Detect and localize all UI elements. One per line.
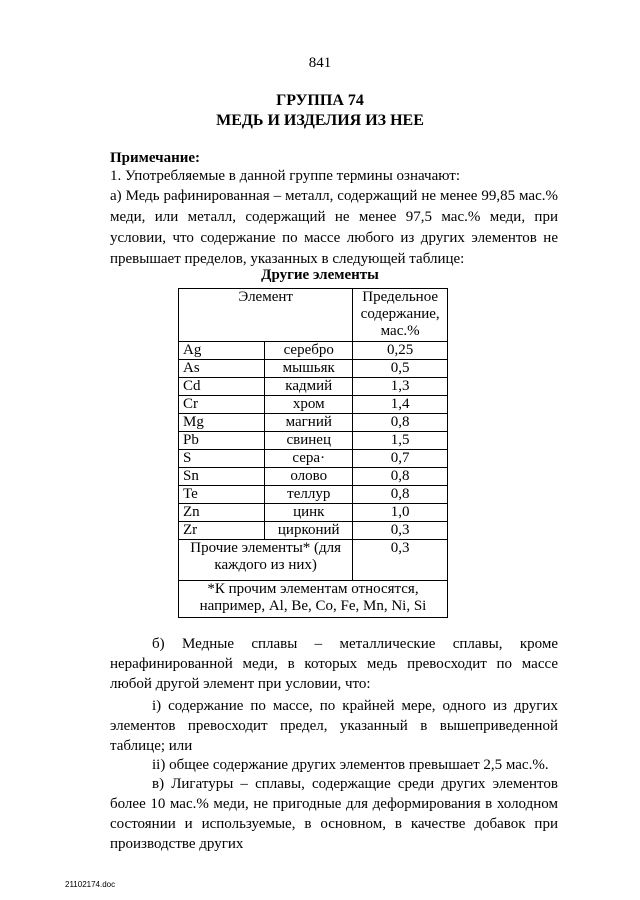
element-name: свинец bbox=[265, 432, 353, 450]
note-title: Примечание: bbox=[110, 150, 201, 166]
table-caption: Другие элементы bbox=[261, 267, 379, 283]
table-row bbox=[179, 450, 448, 468]
element-limit: 1,4 bbox=[353, 396, 448, 414]
table-row bbox=[179, 522, 448, 540]
group-title: ГРУППА 74 bbox=[276, 92, 364, 109]
table-footnote-row bbox=[179, 581, 448, 618]
table-row bbox=[179, 342, 448, 360]
element-limit: 1,5 bbox=[353, 432, 448, 450]
element-name: кадмий bbox=[265, 378, 353, 396]
table-row bbox=[179, 360, 448, 378]
page-number: 841 bbox=[308, 55, 332, 71]
paragraph-i: i) содержание по массе, по крайней мере, одного из других элементов превосходит предел, указанный в вышеприведенной таблице; или bbox=[110, 698, 558, 754]
element-limit: 0,25 bbox=[353, 342, 448, 360]
table-row bbox=[179, 432, 448, 450]
element-symbol: Cr bbox=[179, 396, 265, 414]
element-name: цинк bbox=[265, 504, 353, 522]
header-limit: Предельное содержание, мас.% bbox=[353, 289, 448, 342]
element-symbol: S bbox=[179, 450, 265, 468]
paragraph-b: б) Медные сплавы – металлические сплавы, кроме нерафинированной меди, в которых медь превосходит по массе любой другой элемент при условии, что: bbox=[110, 636, 558, 692]
element-limit: 0,8 bbox=[353, 468, 448, 486]
element-name: олово bbox=[265, 468, 353, 486]
table-row bbox=[179, 378, 448, 396]
element-name: сера· bbox=[265, 450, 353, 468]
element-symbol: Te bbox=[179, 486, 265, 504]
element-symbol: Zr bbox=[179, 522, 265, 540]
table-row-other bbox=[179, 540, 448, 581]
element-name: мышьяк bbox=[265, 360, 353, 378]
element-limit: 1,3 bbox=[353, 378, 448, 396]
element-limit: 0,7 bbox=[353, 450, 448, 468]
element-name: магний bbox=[265, 414, 353, 432]
paragraph-ii: ii) общее содержание других элементов превышает 2,5 мас.%. bbox=[152, 757, 549, 773]
element-limit: 0,8 bbox=[353, 414, 448, 432]
table-row bbox=[179, 414, 448, 432]
element-limit: 0,5 bbox=[353, 360, 448, 378]
element-name: цирконий bbox=[265, 522, 353, 540]
table-footnote: *К прочим элементам относятся, например, Al, Be, Co, Fe, Mn, Ni, Si bbox=[179, 581, 448, 618]
table-row bbox=[179, 486, 448, 504]
element-name: теллур bbox=[265, 486, 353, 504]
element-symbol: Sn bbox=[179, 468, 265, 486]
group-subtitle: МЕДЬ И ИЗДЕЛИЯ ИЗ НЕЕ bbox=[216, 112, 424, 129]
table-row bbox=[179, 396, 448, 414]
paragraph-v: в) Лигатуры – сплавы, содержащие среди других элементов более 10 мас.% меди, не пригодные для деформирования в холодном состоянии и используемые, в основном, в качестве добавок при производстве других bbox=[110, 776, 558, 852]
element-symbol: As bbox=[179, 360, 265, 378]
element-name: серебро bbox=[265, 342, 353, 360]
other-elements-label: Прочие элементы* (для каждого из них) bbox=[179, 540, 353, 581]
element-name: хром bbox=[265, 396, 353, 414]
element-symbol: Cd bbox=[179, 378, 265, 396]
table-row bbox=[179, 468, 448, 486]
table-header-row bbox=[179, 289, 448, 342]
element-limit: 0,8 bbox=[353, 486, 448, 504]
table-row bbox=[179, 504, 448, 522]
element-symbol: Zn bbox=[179, 504, 265, 522]
other-elements-limit: 0,3 bbox=[353, 540, 448, 581]
element-limit: 0,3 bbox=[353, 522, 448, 540]
element-symbol: Mg bbox=[179, 414, 265, 432]
header-element: Элемент bbox=[179, 289, 353, 342]
element-limit: 1,0 bbox=[353, 504, 448, 522]
element-symbol: Ag bbox=[179, 342, 265, 360]
paragraph-a: а) Медь рафинированная – металл, содержащий не менее 99,85 мас.% меди, или металл, содержащий не менее 97,5 мас.% меди, при условии, что содержание по массе любого из других элементов не превышает пределов, указанных в следующей таблице: bbox=[110, 188, 558, 267]
element-symbol: Pb bbox=[179, 432, 265, 450]
document-id: 21102174.doc bbox=[65, 880, 116, 889]
paragraph-1: 1. Употребляемые в данной группе термины означают: bbox=[110, 168, 460, 184]
elements-table bbox=[178, 288, 448, 618]
